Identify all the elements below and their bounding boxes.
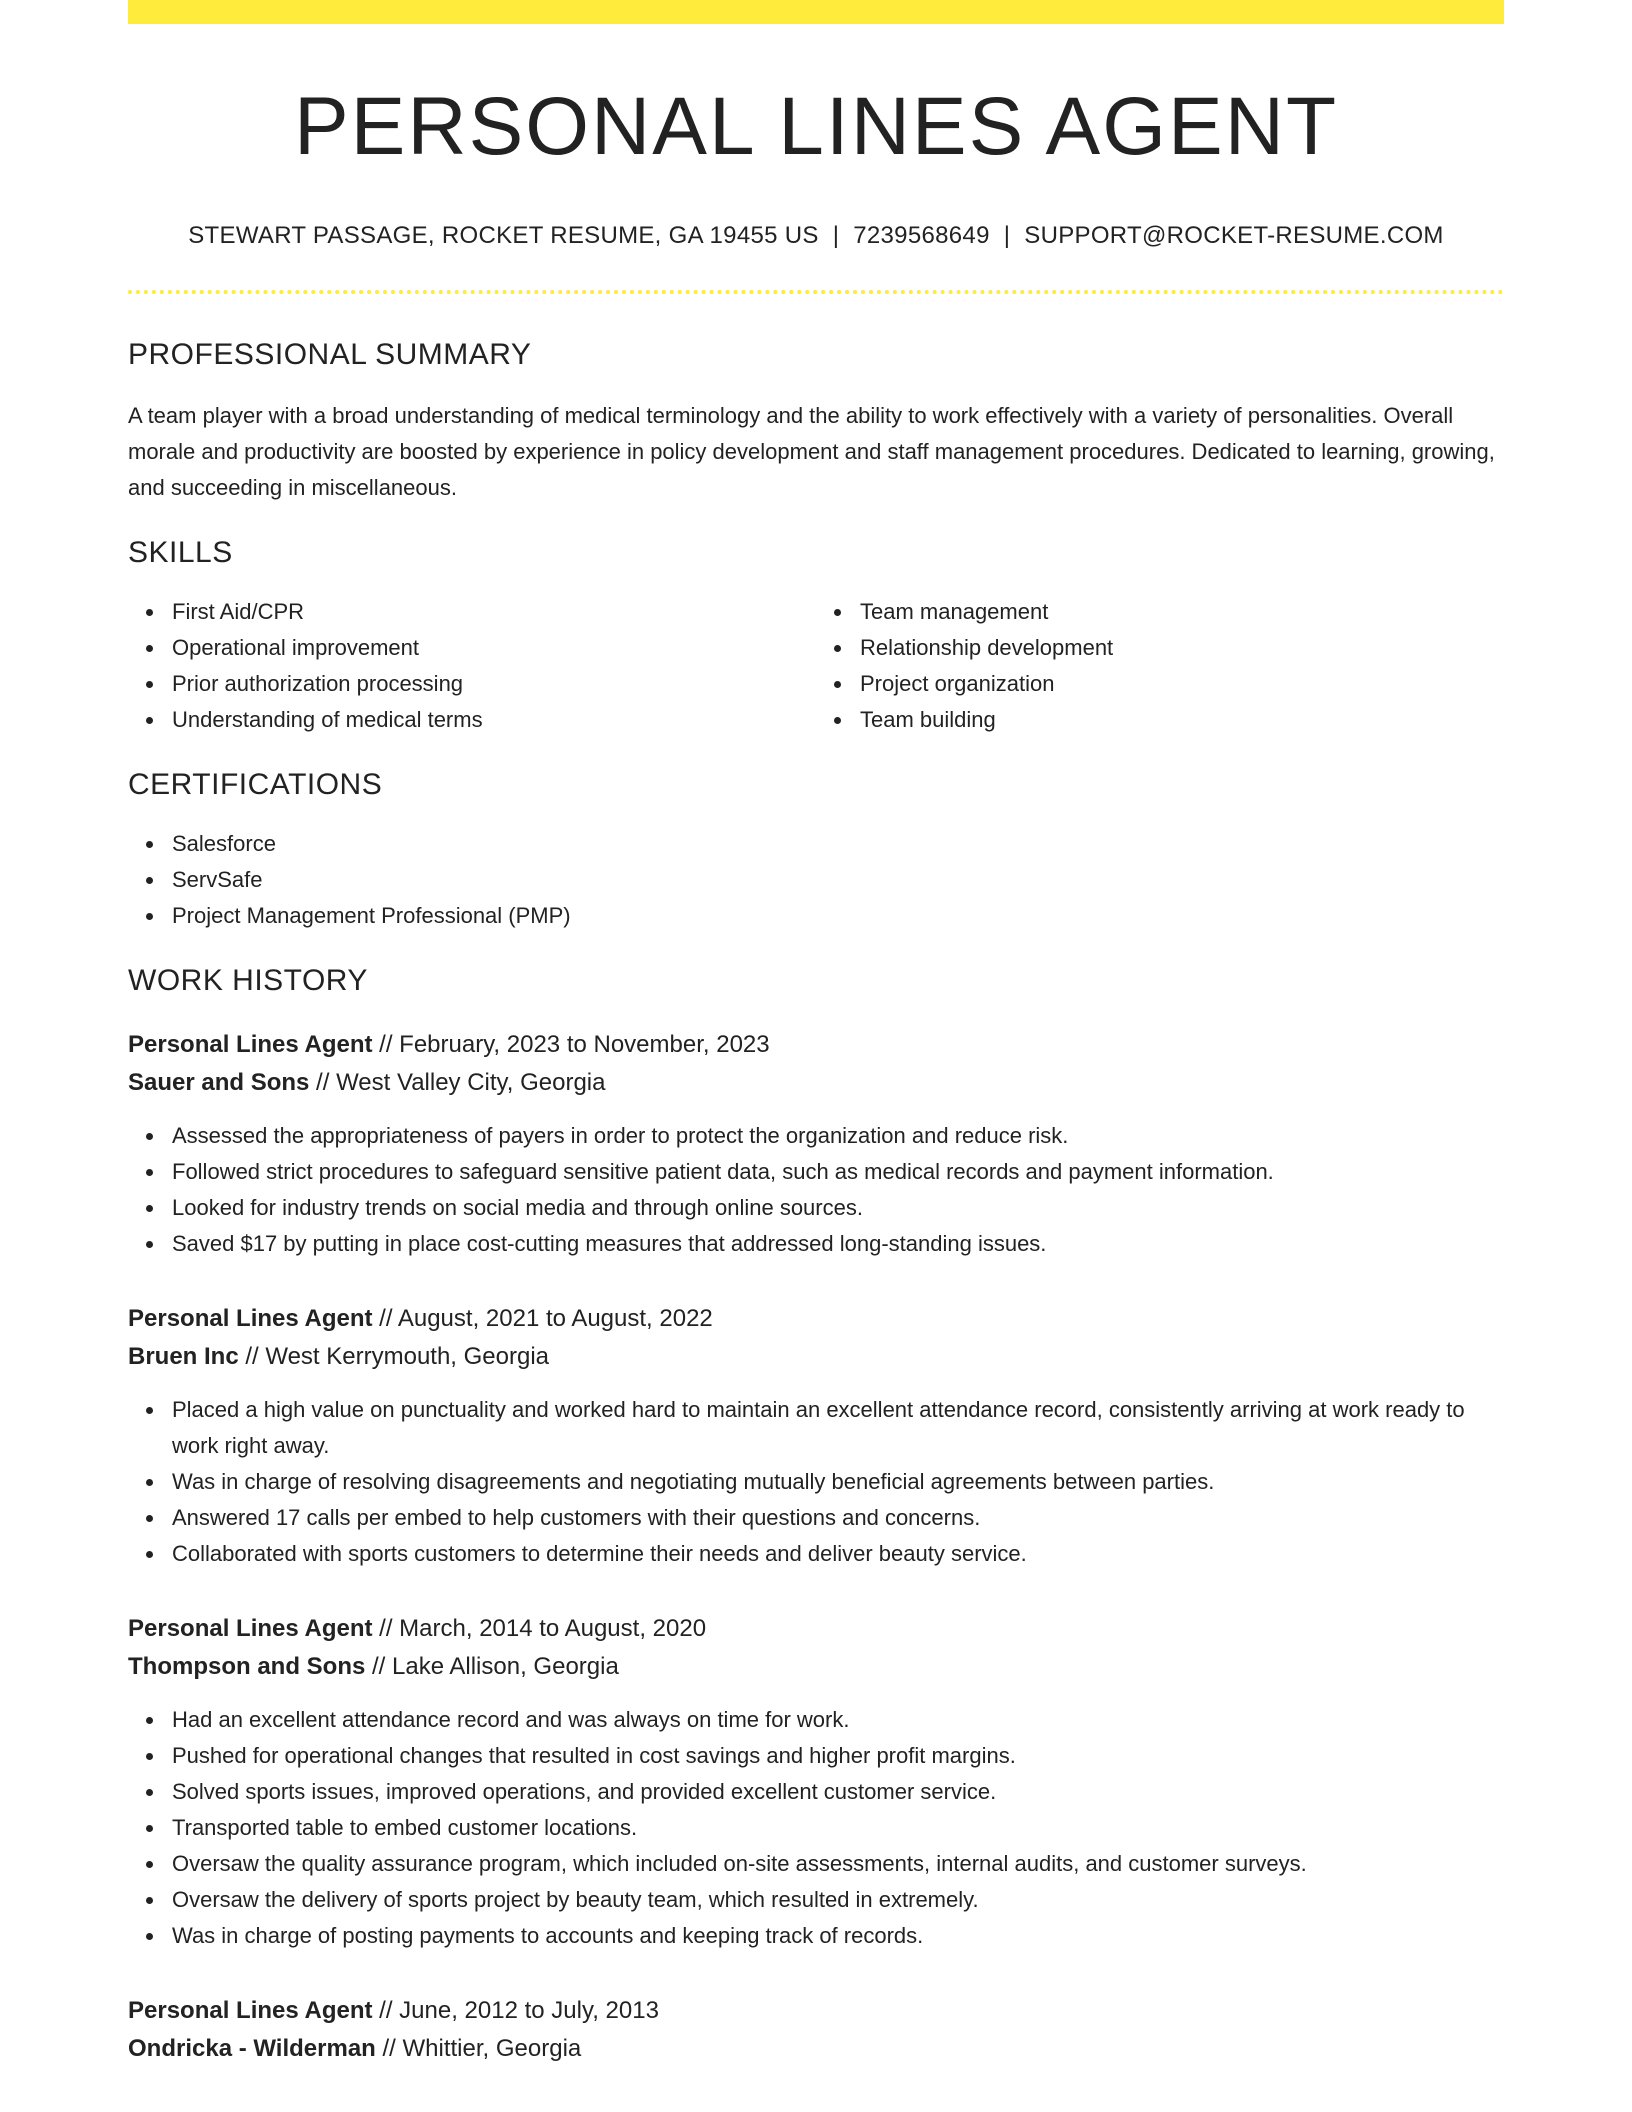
job-bullets [128, 1118, 1504, 1262]
resume-title: PERSONAL LINES AGENT [293, 81, 1339, 172]
skill-item: Team building [860, 702, 1504, 738]
job-title: Personal Lines Agent [128, 1615, 373, 1643]
job-dates: // February, 2023 to November, 2023 [372, 1031, 770, 1059]
job-bullet: Assessed the appropriateness of payers in order to protect the organization and reduce risk. [172, 1118, 1504, 1154]
certifications-section [128, 768, 1504, 934]
job-entry [128, 1026, 1504, 1262]
job-bullet: Collaborated with sports customers to determine their needs and deliver beauty service. [172, 1536, 1504, 1572]
job-bullet: Solved sports issues, improved operations, and provided excellent customer service. [172, 1774, 1504, 1810]
skill-item: Project organization [860, 666, 1504, 702]
job-company: Bruen Inc [128, 1343, 239, 1371]
job-title-line [128, 1610, 1504, 1648]
summary-text: A team player with a broad understanding of medical terminology and the ability to work effectively with a variety of personalities. Overall morale and productivity are boosted by experience in policy development and staff management procedures. Dedicated to learning, growing, and succeeding in miscellaneous. [128, 403, 1495, 501]
skill-item: Operational improvement [172, 630, 816, 666]
professional-summary-section [128, 338, 1504, 506]
work-history-section [128, 964, 1504, 2068]
dotted-divider [128, 290, 1504, 294]
resume-page [128, 0, 1504, 2068]
contact-email: SUPPORT@ROCKET-RESUME.COM [1024, 222, 1444, 250]
job-entry [128, 1610, 1504, 1954]
contact-separator: | [1003, 222, 1011, 250]
section-heading: WORK HISTORY [128, 964, 368, 998]
job-location: // West Valley City, Georgia [309, 1069, 606, 1097]
certifications-list [128, 826, 1504, 934]
skill-item: Understanding of medical terms [172, 702, 816, 738]
job-bullet: Was in charge of resolving disagreements and negotiating mutually beneficial agreements between parties. [172, 1464, 1504, 1500]
job-location: // Whittier, Georgia [375, 2035, 582, 2063]
job-bullet: Followed strict procedures to safeguard sensitive patient data, such as medical records and payment information. [172, 1154, 1504, 1190]
job-title: Personal Lines Agent [128, 1997, 373, 2025]
skill-item: First Aid/CPR [172, 594, 816, 630]
skill-item: Prior authorization processing [172, 666, 816, 702]
job-bullets [128, 1702, 1504, 1954]
job-dates: // August, 2021 to August, 2022 [372, 1305, 713, 1333]
job-dates: // March, 2014 to August, 2020 [372, 1615, 707, 1643]
section-heading: CERTIFICATIONS [128, 768, 383, 802]
job-dates: // June, 2012 to July, 2013 [372, 1997, 659, 2025]
job-bullet: Transported table to embed customer locations. [172, 1810, 1504, 1846]
job-company: Ondricka - Wilderman [128, 2035, 376, 2063]
job-location: // West Kerrymouth, Georgia [238, 1343, 550, 1371]
job-bullet: Answered 17 calls per embed to help customers with their questions and concerns. [172, 1500, 1504, 1536]
job-company-line [128, 1338, 1504, 1376]
job-title-line [128, 1026, 1504, 1064]
job-title-line [128, 1992, 1504, 2030]
contact-separator: | [832, 222, 840, 250]
job-bullet: Oversaw the quality assurance program, which included on-site assessments, internal audits, and customer surveys. [172, 1846, 1504, 1882]
job-location: // Lake Allison, Georgia [365, 1653, 619, 1681]
job-bullet: Had an excellent attendance record and was always on time for work. [172, 1702, 1504, 1738]
job-bullet: Was in charge of posting payments to accounts and keeping track of records. [172, 1918, 1504, 1954]
job-company-line [128, 2030, 1504, 2068]
contact-line [128, 222, 1504, 250]
job-title: Personal Lines Agent [128, 1305, 373, 1333]
job-company-line [128, 1648, 1504, 1686]
job-bullet: Oversaw the delivery of sports project by beauty team, which resulted in extremely. [172, 1882, 1504, 1918]
job-bullets [128, 1392, 1504, 1572]
contact-address: STEWART PASSAGE, ROCKET RESUME, GA 19455 US [188, 222, 819, 250]
job-bullet: Placed a high value on punctuality and worked hard to maintain an excellent attendance record, consistently arriving at work ready to work right away. [172, 1392, 1504, 1464]
job-title-line [128, 1300, 1504, 1338]
job-company-line [128, 1064, 1504, 1102]
section-heading: PROFESSIONAL SUMMARY [128, 338, 532, 372]
job-company: Sauer and Sons [128, 1069, 310, 1097]
certification-item: Salesforce [172, 826, 1504, 862]
accent-top-bar [128, 0, 1504, 24]
section-heading: SKILLS [128, 536, 233, 570]
skills-section [128, 536, 1504, 738]
job-company: Thompson and Sons [128, 1653, 366, 1681]
contact-phone: 7239568649 [853, 222, 990, 250]
job-bullet: Looked for industry trends on social media and through online sources. [172, 1190, 1504, 1226]
certification-item: Project Management Professional (PMP) [172, 898, 1504, 934]
job-entry [128, 1300, 1504, 1572]
skills-list-right [816, 594, 1504, 738]
certification-item: ServSafe [172, 862, 1504, 898]
job-bullet: Pushed for operational changes that resulted in cost savings and higher profit margins. [172, 1738, 1504, 1774]
skill-item: Team management [860, 594, 1504, 630]
skill-item: Relationship development [860, 630, 1504, 666]
job-bullet: Saved $17 by putting in place cost-cutting measures that addressed long-standing issues. [172, 1226, 1504, 1262]
job-entry [128, 1992, 1504, 2068]
skills-list-left [128, 594, 816, 738]
job-title: Personal Lines Agent [128, 1031, 373, 1059]
